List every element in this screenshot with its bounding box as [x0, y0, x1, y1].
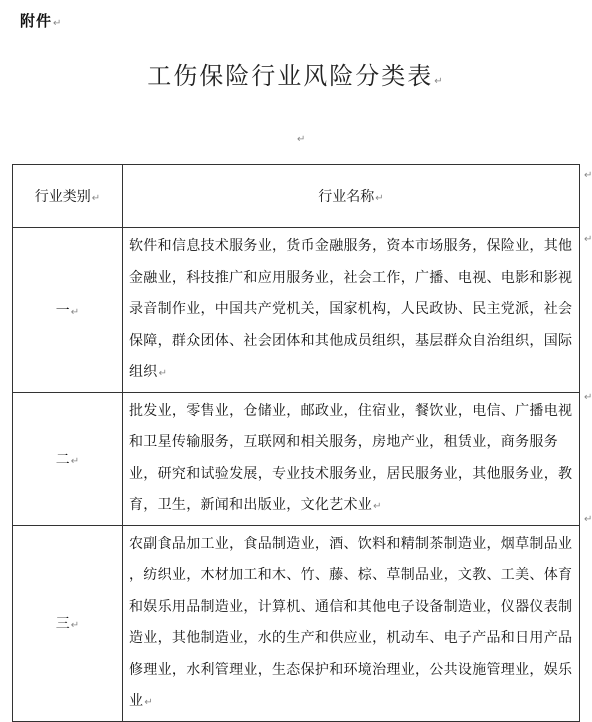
paragraph-mark: ↵: [70, 455, 80, 467]
category-text: 一: [55, 302, 70, 319]
paragraph-mark: ↵: [70, 620, 80, 631]
industry-cell: [123, 525, 580, 721]
paragraph-mark: ↵: [434, 76, 445, 87]
table-row: [13, 525, 580, 721]
category-cell: [13, 392, 123, 525]
paragraph-mark: ↵: [375, 193, 384, 204]
table-row: [13, 392, 580, 525]
attachment-label-text: 附件: [20, 12, 53, 30]
table-header-row: [13, 165, 580, 228]
industry-cell: [123, 228, 580, 393]
row-end-mark: ↵: [584, 170, 592, 181]
paragraph-mark: ↵: [158, 368, 168, 379]
paragraph-mark: ↵: [70, 306, 80, 318]
paragraph-mark: ↵: [53, 18, 63, 29]
table-row: [13, 228, 580, 393]
category-text: 二: [55, 451, 70, 468]
category-text: 三: [55, 616, 70, 632]
category-cell: [13, 525, 123, 721]
row-end-mark: ↵: [584, 234, 592, 245]
header-industry: [123, 165, 580, 228]
paragraph-mark: ↵: [91, 193, 101, 204]
document-title: [0, 56, 592, 91]
industry-text: 软件和信息技术服务业，货币金融服务，资本市场服务，保险业，其他金融业，科技推广和应用服务业，社会工作，广播、电视、电影和影视录音制作业，中国共产党机关，国家机构，人民政协、民主党派，社会保障，群众团体、社会团体和其他成员组织，基层群众自治组织，国际组织: [129, 238, 573, 380]
row-end-mark: ↵: [584, 514, 592, 525]
document-title-text: 工伤保险行业风险分类表: [147, 62, 434, 90]
industry-cell: [123, 392, 580, 525]
industry-text: 批发业，零售业，仓储业，邮政业，住宿业，餐饮业，电信、广播电视和卫星传输服务，互联网和相关服务，房地产业，租赁业，商务服务业，研究和试验发展，专业技术服务业，居民服务业，其他服务业，教育，卫生，新闻和出版业，文化艺术业: [129, 402, 573, 513]
header-category: [13, 165, 123, 228]
paragraph-mark: ↵: [373, 501, 382, 512]
paragraph-mark: ↵: [144, 697, 153, 708]
industry-risk-table: [12, 164, 580, 722]
row-end-mark: ↵: [584, 392, 592, 403]
category-cell: [13, 228, 123, 393]
industry-text: 农副食品加工业，食品制造业，酒、饮料和精制茶制造业，烟草制品业 ，纺织业，木材加工和木、竹、藤、棕、草制品业，文教、工美、体育和娱乐用品制造业，计算机、通信和其他电子设备制造业，仪器仪表制造业，其他制造业，水的生产和供应业，机动车、电子产品和日用产品修理业，水利管理业，生态保护和环境治理业，公共设施管理业，娱乐业: [129, 535, 573, 709]
header-category-text: 行业类别: [34, 189, 91, 205]
attachment-label: [20, 10, 62, 31]
paragraph-mark: ↵: [297, 134, 306, 145]
header-industry-text: 行业名称: [318, 189, 375, 205]
